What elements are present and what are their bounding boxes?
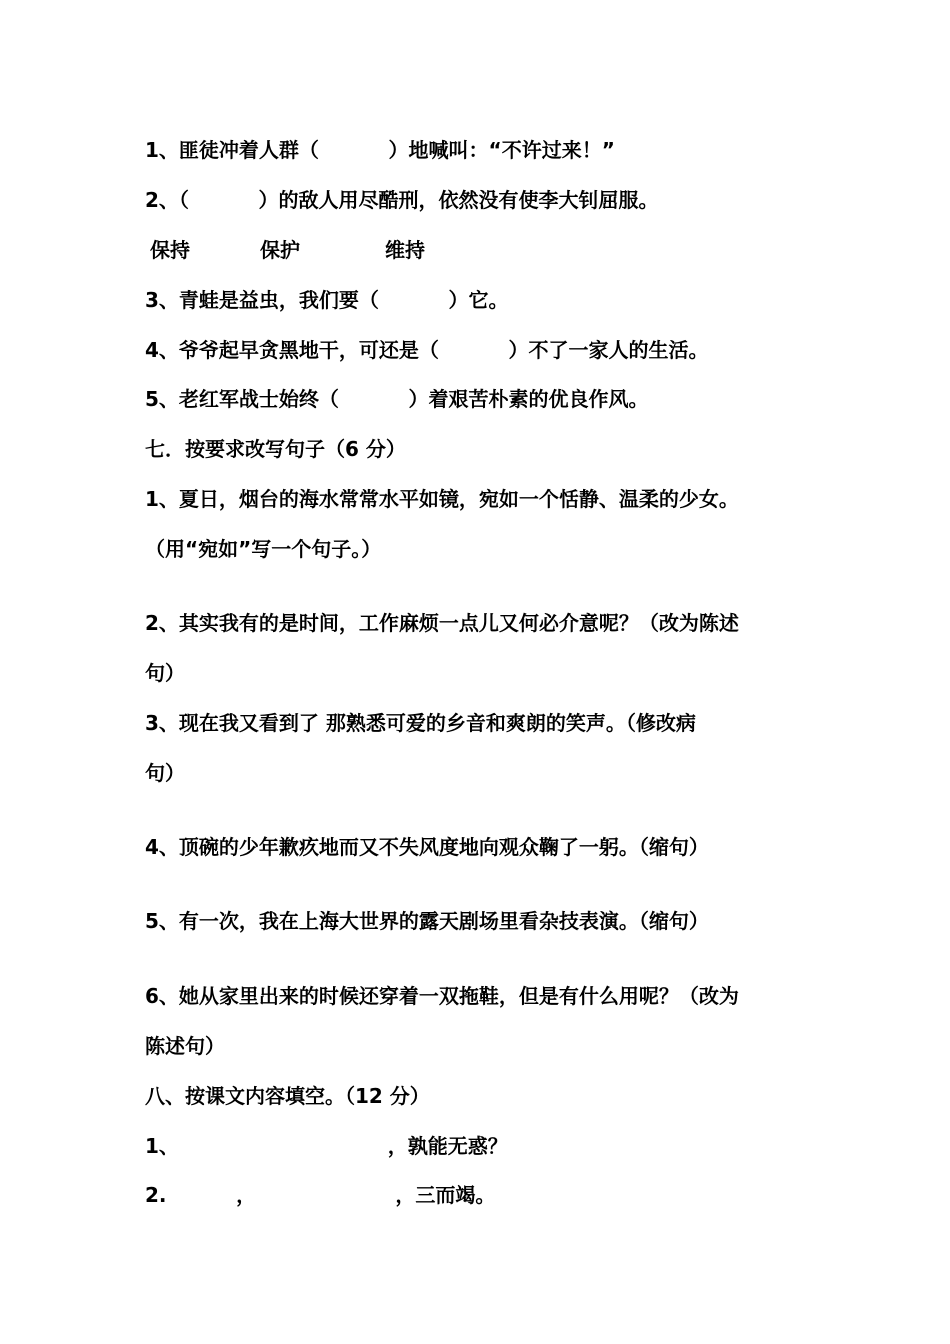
question-6-item-2: 2、（ ）的敌人用尽酷刑，依然没有使李大钊屈服。 bbox=[145, 188, 659, 212]
option-3: 维持 bbox=[385, 238, 425, 262]
section-8-item-2: 2. ， ，三而竭。 bbox=[145, 1183, 496, 1207]
section-7-item-2: 2、其实我有的是时间，工作麻烦一点儿又何必介意呢？（改为陈述 bbox=[145, 611, 739, 635]
question-6-item-5: 5、老红军战士始终（ ）着艰苦朴素的优良作风。 bbox=[145, 387, 649, 411]
section-7-item-5: 5、有一次，我在上海大世界的露天剧场里看杂技表演。（缩句） bbox=[145, 909, 709, 933]
section-7-item-1: 1、夏日，烟台的海水常常水平如镜，宛如一个恬静、温柔的少女。 bbox=[145, 487, 739, 511]
option-1: 保持 bbox=[150, 238, 190, 262]
section-7-item-2-cont: 句） bbox=[145, 661, 185, 685]
question-6-item-3: 3、青蛙是益虫，我们要（ ）它。 bbox=[145, 288, 509, 312]
section-7-item-4: 4、顶碗的少年歉疚地而又不失风度地向观众鞠了一躬。（缩句） bbox=[145, 835, 709, 859]
question-6-item-4: 4、爷爷起早贪黑地干，可还是（ ）不了一家人的生活。 bbox=[145, 338, 709, 362]
section-7-item-3-cont: 句） bbox=[145, 761, 185, 785]
section-7-item-1-instruction: （用“宛如”写一个句子。） bbox=[145, 537, 382, 561]
option-2: 保护 bbox=[260, 238, 300, 262]
question-6-item-1: 1、匪徒冲着人群（ ）地喊叫：“不许过来！” bbox=[145, 138, 615, 162]
section-8-item-1: 1、 ，孰能无惑？ bbox=[145, 1134, 508, 1158]
section-7-item-3: 3、现在我又看到了 那熟悉可爱的乡音和爽朗的笑声。（修改病 bbox=[145, 711, 696, 735]
section-7-item-6: 6、她从家里出来的时候还穿着一双拖鞋，但是有什么用呢？（改为 bbox=[145, 984, 739, 1008]
section-7-item-6-cont: 陈述句） bbox=[145, 1034, 225, 1058]
section-8-heading: 八、按课文内容填空。（12 分） bbox=[145, 1084, 430, 1108]
section-7-heading: 七．按要求改写句子（6 分） bbox=[145, 437, 406, 461]
